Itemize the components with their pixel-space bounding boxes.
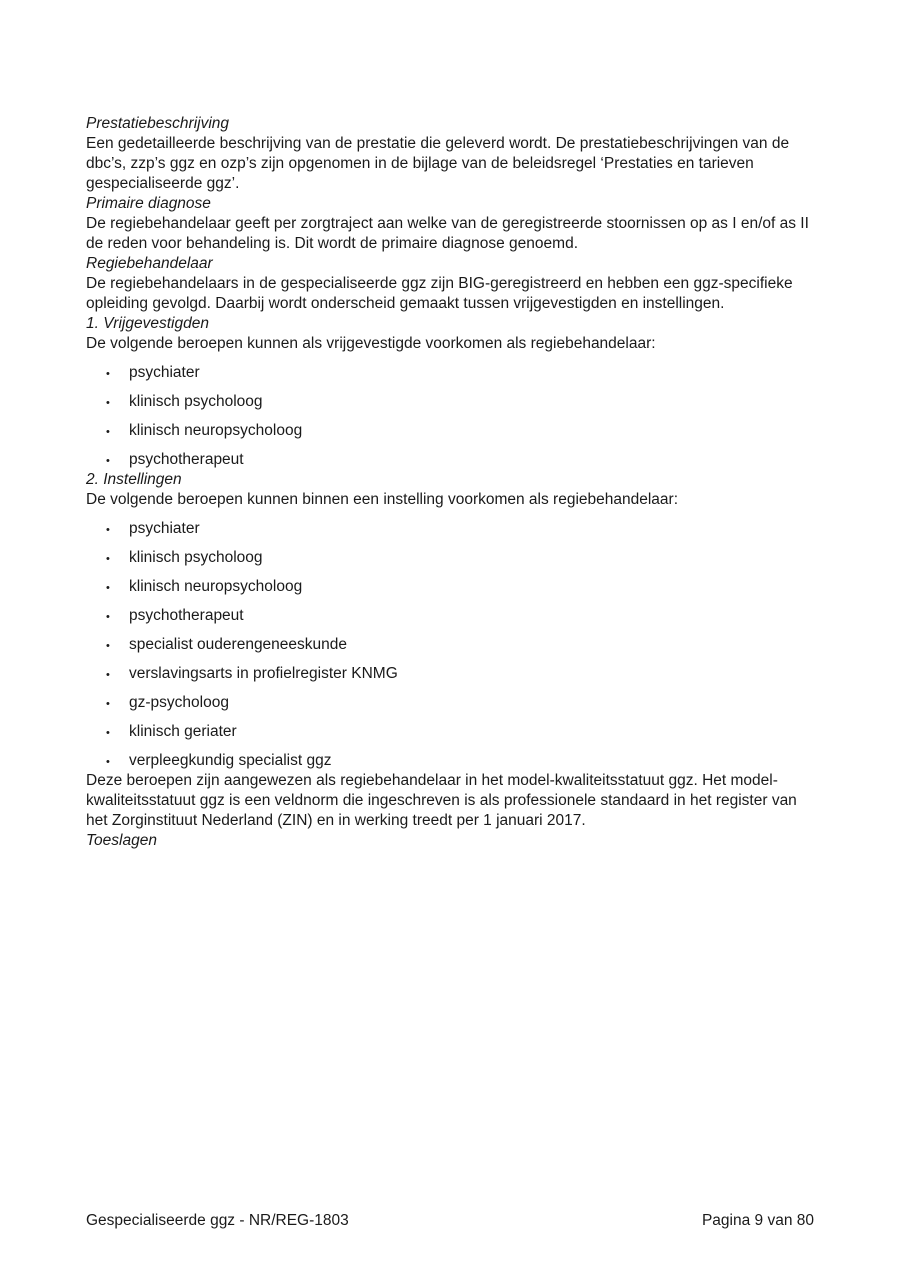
list-item [86,751,816,771]
list-item [86,577,816,597]
section-heading-toeslagen: Toeslagen [86,832,157,849]
list-item-label: klinisch psycholoog [129,393,263,410]
bullet-icon: • [106,640,110,652]
list-item-label: verpleegkundig specialist ggz [129,752,332,769]
section-heading-prestatiebeschrijving: Prestatiebeschrijving [86,115,230,132]
bullet-icon: • [106,582,110,594]
list-item [86,421,816,441]
bullet-icon: • [106,397,110,409]
bullet-icon: • [106,669,110,681]
section-heading-regiebehandelaar: Regiebehandelaar [86,255,213,272]
bullet-icon: • [106,611,110,623]
list-item [86,664,816,684]
list-item-label: klinisch geriater [129,723,237,740]
paragraph-prestatiebeschrijving: Een gedetailleerde beschrijving van de prestatie die geleverd wordt. De prestatiebeschrijvingen van de dbc’s, zzp’s ggz en ozp’s zijn opgenomen in de bijlage van de beleidsregel ‘Prestaties en tarieven gespecialiseerde ggz’. [86,135,790,192]
bullet-icon: • [106,553,110,565]
list-item [86,606,816,626]
list-item-label: klinisch neuropsycholoog [129,578,303,595]
footer-document-reference: Gespecialiseerde ggz - NR/REG-1803 [86,1212,349,1229]
list-item-label: klinisch psycholoog [129,549,263,566]
list-item-label: specialist ouderengeneeskunde [129,636,348,653]
list-item-label: psychotherapeut [129,451,244,468]
list-item [86,635,816,655]
section-heading-vrijgevestigden: 1. Vrijgevestigden [86,315,209,332]
list-instellingen [86,519,816,771]
list-item [86,693,816,713]
paragraph-instellingen-intro: De volgende beroepen kunnen binnen een instelling voorkomen als regiebehandelaar: [86,491,679,508]
paragraph-primaire-diagnose: De regiebehandelaar geeft per zorgtraject aan welke van de geregistreerde stoornissen op as I en/of as II de reden voor behandeling is. Dit wordt de primaire diagnose genoemd. [86,215,809,252]
paragraph-model-kwaliteitsstatuut: Deze beroepen zijn aangewezen als regiebehandelaar in het model-kwaliteitsstatuut ggz. Het model-kwaliteitsstatuut ggz is een veldnorm die ingeschreven is als professionele standaard in het register van het Zorginstituut Nederland (ZIN) en in werking treedt per 1 januari 2017. [86,772,797,829]
list-item-label: psychiater [129,520,200,537]
list-item [86,519,816,539]
section-heading-primaire-diagnose: Primaire diagnose [86,195,211,212]
bullet-icon: • [106,455,110,467]
list-item-label: psychiater [129,364,200,381]
paragraph-vrijgevestigden-intro: De volgende beroepen kunnen als vrijgevestigde voorkomen als regiebehandelaar: [86,335,656,352]
footer-page-number: Pagina 9 van 80 [701,1212,814,1229]
list-item [86,392,816,412]
bullet-icon: • [106,698,110,710]
bullet-icon: • [106,368,110,380]
bullet-icon: • [106,756,110,768]
page-footer [86,1211,814,1231]
list-item-label: klinisch neuropsycholoog [129,422,303,439]
list-item [86,722,816,742]
bullet-icon: • [106,524,110,536]
list-item [86,450,816,470]
list-item [86,548,816,568]
bullet-icon: • [106,426,110,438]
document-content [86,114,816,851]
section-heading-instellingen: 2. Instellingen [86,471,182,488]
list-item-label: gz-psycholoog [129,694,229,711]
list-vrijgevestigden [86,363,816,470]
list-item-label: verslavingsarts in profielregister KNMG [129,665,398,682]
paragraph-regiebehandelaar: De regiebehandelaars in de gespecialiseerde ggz zijn BIG-geregistreerd en hebben een ggz-specifieke opleiding gevolgd. Daarbij wordt onderscheid gemaakt tussen vrijgevestigden en instellingen. [86,275,793,312]
list-item-label: psychotherapeut [129,607,244,624]
bullet-icon: • [106,727,110,739]
list-item [86,363,816,383]
